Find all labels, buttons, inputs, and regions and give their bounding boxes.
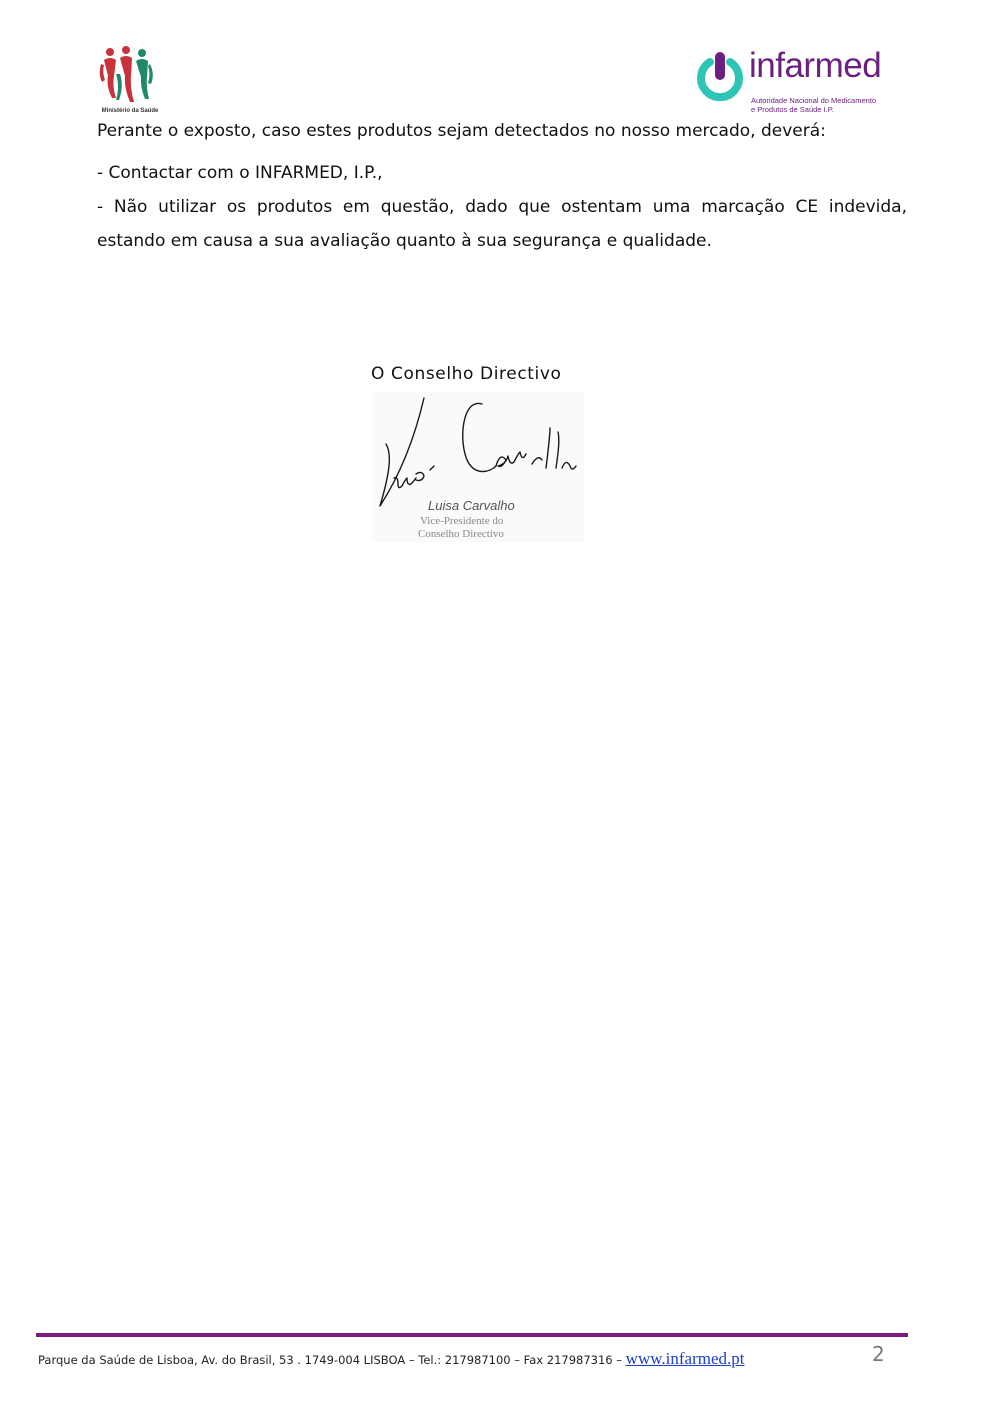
stamp-name: Luisa Carvalho xyxy=(428,498,515,513)
footer-website-link[interactable]: www.infarmed.pt xyxy=(625,1349,745,1368)
signature-block xyxy=(372,392,584,542)
stamp-title-line1: Vice-Presidente do xyxy=(420,515,504,527)
instruction-contact: - Contactar com o INFARMED, I.P., xyxy=(97,163,383,183)
intro-paragraph: Perante o exposto, caso estes produtos sejam detectados no nosso mercado, deverá: xyxy=(97,121,826,141)
infarmed-tagline-line2: e Produtos de Saúde I.P. xyxy=(751,105,834,114)
ministry-logo-text: Ministério da Saúde xyxy=(101,108,159,114)
footer-rule xyxy=(36,1333,908,1337)
stamp-title-line2: Conselho Directivo xyxy=(418,528,504,540)
footer-address-text: Parque da Saúde de Lisboa, Av. do Brasil, 53 . 1749-004 LISBOA – Tel.: 217987100 – Fax 217987316 – xyxy=(38,1353,626,1367)
board-heading: O Conselho Directivo xyxy=(371,364,562,384)
infarmed-tagline-line1: Autoridade Nacional do Medicamento xyxy=(751,96,877,105)
infarmed-wordmark: infarmed xyxy=(749,46,882,85)
infarmed-power-icon xyxy=(696,52,744,102)
instruction-do-not-use: - Não utilizar os produtos em questão, dado que ostentam uma marcação CE indevida, estando em causa a sua avaliação quanto à sua segurança e qualidade. xyxy=(97,197,907,251)
ministerio-da-saude-logo xyxy=(96,44,162,118)
page-number: 2 xyxy=(872,1342,885,1366)
footer-address xyxy=(38,1349,744,1369)
